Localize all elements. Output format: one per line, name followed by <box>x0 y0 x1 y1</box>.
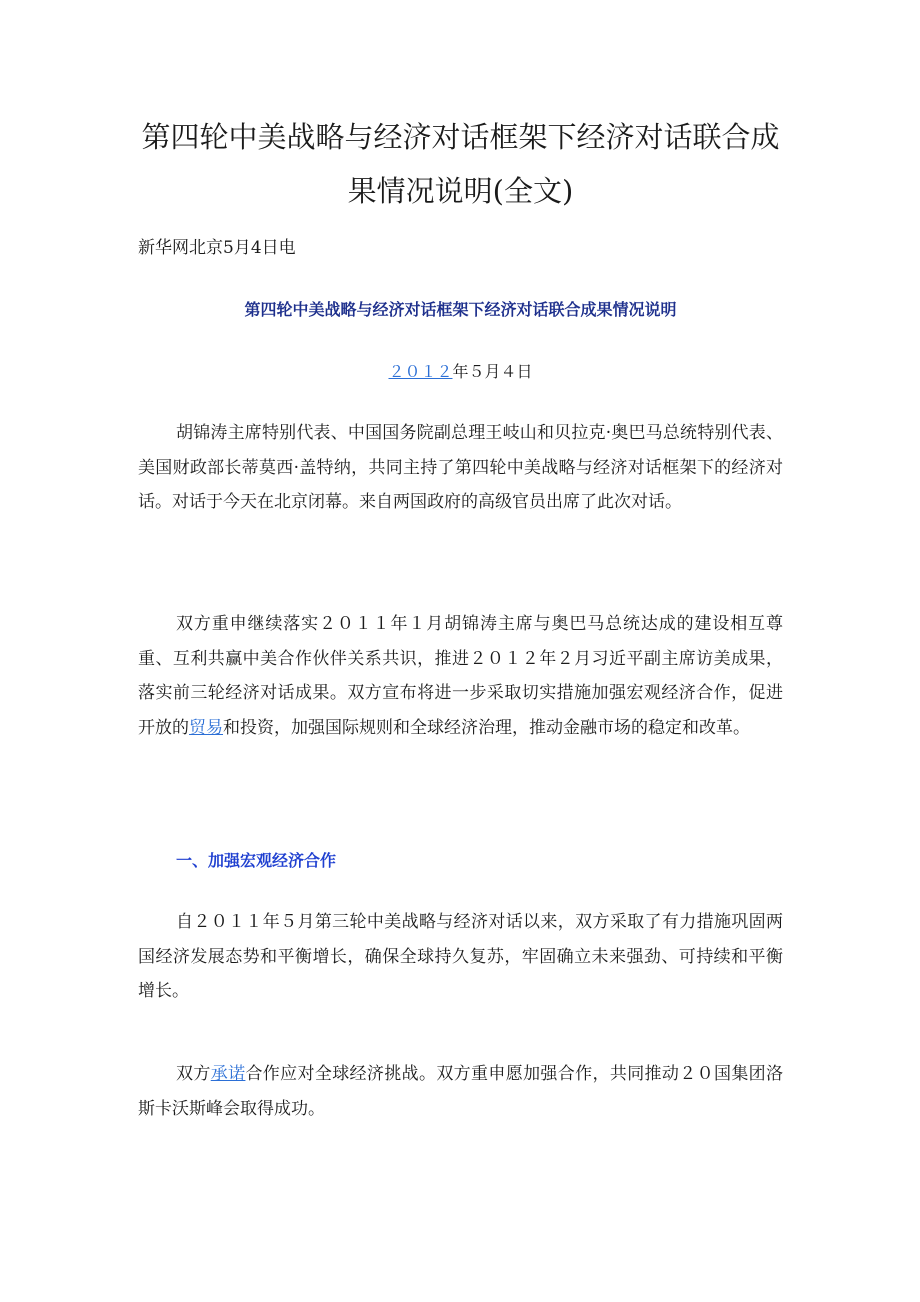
trade-link[interactable]: 贸易 <box>189 717 223 738</box>
paragraph-3: 自２０１１年５月第三轮中美战略与经济对话以来，双方采取了有力措施巩固两国经济发展态势和平衡增长，确保全球持久复苏，牢固确立未来强劲、可持续和平衡增长。 <box>138 912 783 1001</box>
paragraph-2-text-a: 双方重申继续落实２０１１年１月胡锦涛主席与奥巴马总统达成的建设相互尊重、互利共赢中美合作伙伴关系共识，推进２０１２年２月习近平副主席访美成果，落实前三轮经济对话成果。双方宣布将进一步采取切实措施加强宏观经济合作，促进开放的 <box>138 614 783 738</box>
paragraph-2-text-b: 和投资，加强国际规则和全球经济治理，推动金融市场的稳定和改革。 <box>223 717 750 738</box>
commitment-link[interactable]: 承诺 <box>210 1064 246 1084</box>
document-title: 第四轮中美战略与经济对话框架下经济对话联合成果情况说明(全文) <box>141 120 780 208</box>
paragraph-1: 胡锦涛主席特别代表、中国国务院副总理王岐山和贝拉克·奥巴马总统特别代表、美国财政部长蒂莫西·盖特纳，共同主持了第四轮中美战略与经济对话框架下的经济对话。对话于今天在北京闭幕。来自两国政府的高级官员出席了此次对话。 <box>138 423 783 512</box>
paragraph-4-text-b: 合作应对全球经济挑战。双方重申愿加强合作，共同推动２０国集团洛斯卡沃斯峰会取得成功。 <box>138 1064 784 1119</box>
document-date <box>138 360 783 384</box>
section-heading-macro-cooperation: 一、加强宏观经济合作 <box>176 851 337 870</box>
date-rest: 年５月４日 <box>452 362 533 381</box>
paragraph-4-text-a: 双方 <box>176 1064 211 1084</box>
dateline: 新华网北京5月4日电 <box>138 238 296 258</box>
paragraph-2 <box>138 607 783 745</box>
year-link[interactable]: ２０１２ <box>388 362 453 381</box>
paragraph-4 <box>138 1057 783 1126</box>
document-subtitle: 第四轮中美战略与经济对话框架下经济对话联合成果情况说明 <box>244 300 677 319</box>
